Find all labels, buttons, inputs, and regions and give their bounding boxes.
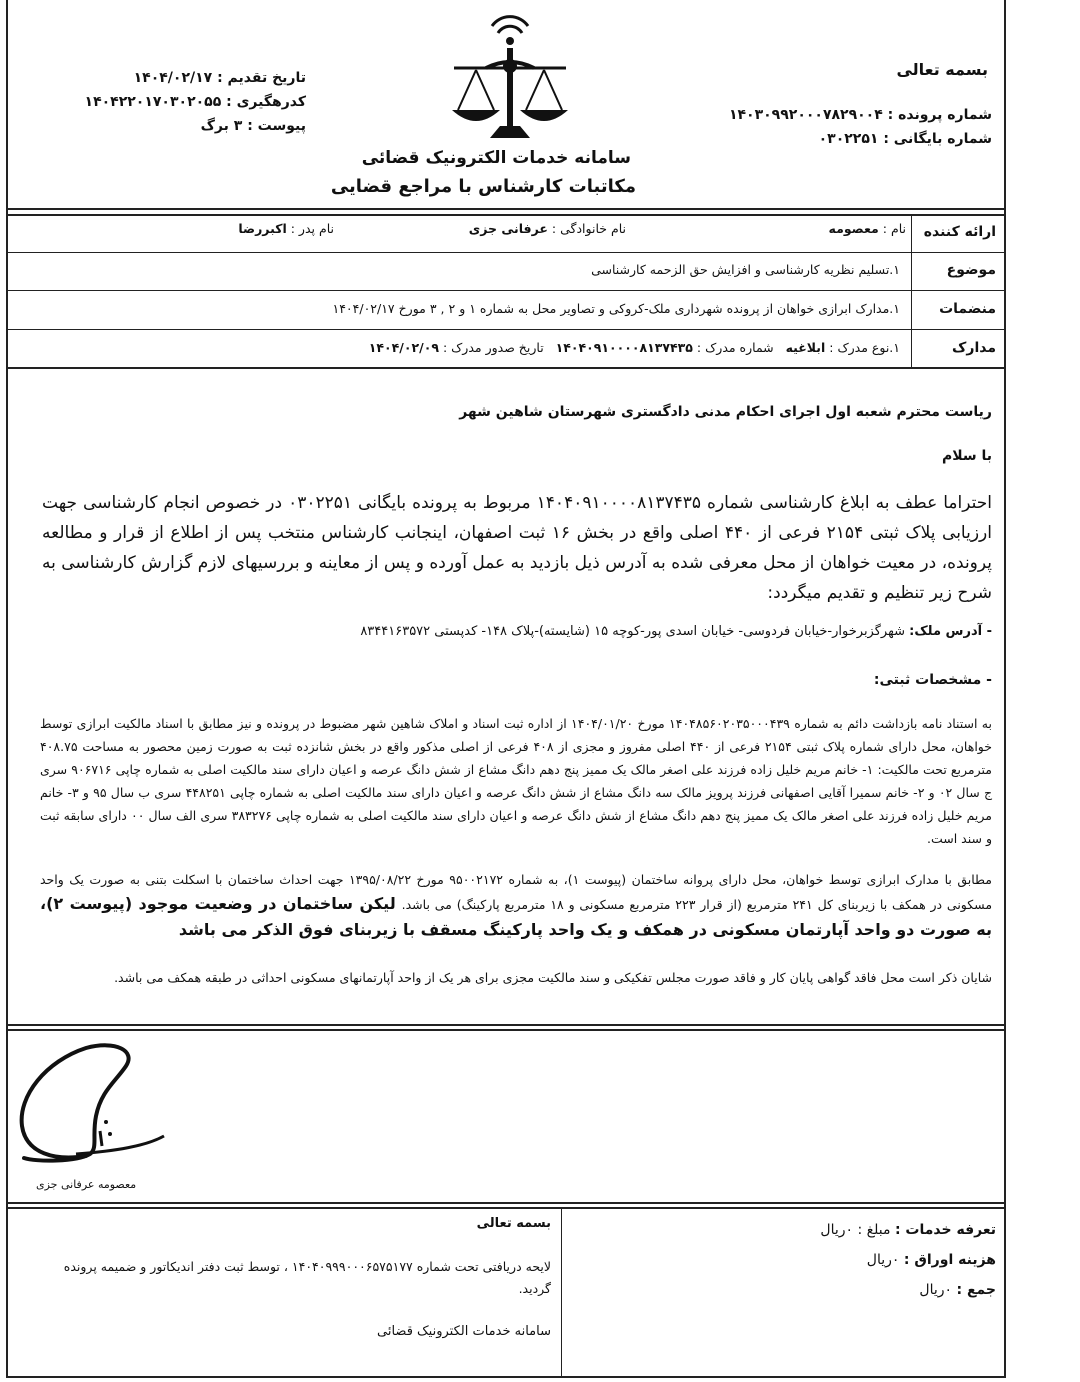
fee-amount: ۰ریال [820, 1222, 854, 1238]
footer-bismillah: بسمه تعالی [476, 1216, 551, 1231]
tracking-code-label: کدرهگیری : [226, 94, 306, 110]
label-column-rule [911, 214, 912, 369]
footer-top-rule [6, 1207, 1006, 1209]
registration-paragraph: به استناد نامه بازداشت دائم به شماره ۱۴۰۴۸۵۶۰۲۰۳۵۰۰۰۴۳۹ مورخ ۱۴۰۴/۰۱/۲۰ از اداره ثبت اسناد و املاک شاهین شهر مضبوط در پرونده و نیز مطابق با اسناد مالکیت ابرازی توسط خواهان، محل دارای شماره پلاک ثبتی ۲۱۵۴ فرعی از ۴۴۰ اصلی مفروز و مجزی از ۴۰۸ فرعی از اصلی مذکور واقع در بخش شانزده ثبت به صورت زمین محصور به مساحت ۴۰۸.۷۵ مترمربع تحت مالکیت: ۱- خانم مریم خلیل زاده فرزند علی اصغر مالک یک ممیز پنج دهم دانگ مشاع از شش دانگ عرصه و اعیان دارای سند مالکیت اصلی به شماره چاپی ۹۰۶۷۱۶ سری ج سال ۰۲ و ۲- خانم سمیرا آقایی اصفهانی فرزند پرویز مالک سه دانگ مشاع از شش دانگ عرصه و اعیان دارای سند مالکیت اصلی به شماره چاپی ۴۴۸۲۵۱ سری ب سال ۹۵ و ۳- خانم مریم خلیل زاده فرزند علی اصغر مالک یک ممیز پنج دهم دانگ مشاع از شش دانگ عرصه و اعیان دارای سند مالکیت اصلی به شماره چاپی ۳۸۳۲۷۶ سری الف سال ۰۰ دارای سابقه ثبت و سند است. [40, 716, 993, 846]
system-title: سامانه خدمات الکترونیک قضائی [361, 148, 631, 168]
documents-label: مدارک [952, 340, 996, 356]
document-page [6, 0, 1006, 1378]
permit-text-big: لیکن ساختمان در وضعیت موجود (پیوست ۲)، به صورت دو واحد آپارتمان مسکونی در همکف و یک واحد پارکینگ مسقف با زیربنای فوق الذکر می باشد [40, 894, 992, 939]
scales-of-justice-icon [446, 10, 574, 145]
case-number-line [729, 107, 992, 123]
frame-top-rule [6, 208, 1006, 210]
provider-name-field [829, 221, 906, 236]
addressee: ریاست محترم شعبه اول اجرای احکام مدنی دادگستری شهرستان شاهین شهر [459, 404, 992, 420]
doc-number-value: ۱۴۰۴۰۹۱۰۰۰۰۸۱۳۷۴۳۵ [555, 340, 693, 355]
attachment-label: پیوست : [247, 118, 306, 134]
address-label: - آدرس ملک: [909, 624, 992, 639]
row-rule-4 [6, 367, 1006, 369]
frame-left [6, 0, 8, 1378]
greeting: با سلام [941, 448, 992, 464]
footer-divider [561, 1207, 562, 1378]
permit-paragraph [40, 868, 992, 943]
doc-type-label: ۱.نوع مدرک : [829, 340, 900, 355]
name-label: نام : [882, 221, 906, 236]
tracking-code-line [85, 94, 306, 110]
total-line [919, 1282, 996, 1298]
provider-father-field [238, 221, 334, 236]
row-rule-3 [6, 329, 1006, 330]
intro-paragraph: احتراما عطف به ابلاغ کارشناسی شماره ۱۴۰۴۰۹۱۰۰۰۰۸۱۳۷۴۳۵ مربوط به پرونده بایگانی ۰۳۰۲۲۵۱ در خصوص انجام کارشناسی جهت ارزیابی پلاک ثبتی ۲۱۵۴ فرعی از ۴۴۰ اصلی واقع در بخش ۱۶ ثبت اصفهان، اینجانب کارشناس منتخب پس از اطلاع از قرار و مطالعه پرونده، در معیت خواهان از محل معرفی شده به آدرس ذیل بازدید به عمل آورده و پس از معاینه و بررسیهای لازم گزارش کارشناسی به شرح زیر تنظیم و تقدیم میگردد: [42, 493, 992, 603]
signature-bottom-rule [6, 1202, 1006, 1204]
father-value: اکبررضا [238, 221, 287, 236]
total-amount: ۰ریال [919, 1282, 953, 1298]
doc-type-value: ابلاغیه [785, 340, 826, 355]
archive-number-label: شماره بایگانی : [883, 131, 992, 147]
attachment-line [201, 118, 306, 134]
name-value: معصومه [828, 221, 879, 236]
documents-value [369, 340, 900, 355]
provider-label: ارائه کننده [923, 224, 996, 240]
case-number-value: ۱۴۰۳۰۹۹۲۰۰۰۷۸۲۹۰۰۴ [728, 107, 883, 123]
fee-label: تعرفه خدمات : [894, 1222, 996, 1238]
submit-date-line [134, 70, 306, 86]
provider-family-field [469, 221, 626, 236]
father-label: نام پدر : [290, 221, 334, 236]
attachment-value: ۳ برگ [200, 118, 243, 134]
attachments-value: ۱.مدارک ابرازی خواهان از پرونده شهرداری ملک-کروکی و تصاویر محل به شماره ۱ و ۲ , ۳ مورخ ۱۴۰۴/۰۲/۱۷ [332, 301, 900, 316]
subject-value: ۱.تسلیم نظریه کارشناسی و افزایش حق الزحمه کارشناسی [591, 262, 900, 277]
archive-number-value: ۰۳۰۲۲۵۱ [818, 131, 879, 147]
total-label: جمع : [956, 1282, 996, 1298]
subject-label: موضوع [946, 262, 996, 278]
row-rule-2 [6, 290, 1006, 291]
case-number-label: شماره پرونده : [887, 107, 992, 123]
address-line [360, 624, 992, 639]
doc-number-label: شماره مدرک : [696, 340, 774, 355]
handwritten-signature [16, 1036, 166, 1171]
registration-label: - مشخصات ثبتی: [873, 672, 992, 688]
note-paragraph: شایان ذکر است محل فاقد گواهی پایان کار و فاقد صورت مجلس تفکیکی و سند مالکیت مجزی برای هر یک از واحد آپارتمانهای مسکونی احداثی در طبقه همکف می باشد. [114, 970, 992, 985]
doc-date-label: تاریخ صدور مدرک : [442, 340, 544, 355]
signature-top-rule [6, 1029, 1006, 1031]
submit-date-value: ۱۴۰۴/۰۲/۱۷ [133, 70, 213, 86]
family-label: نام خانوادگی : [551, 221, 626, 236]
signer-name: معصومه عرفانی جزی [36, 1178, 137, 1191]
paper-cost-amount: ۰ریال [866, 1252, 900, 1268]
tracking-code-value: ۱۴۰۴۲۲۰۱۷۰۳۰۲۰۵۵ [84, 94, 222, 110]
archive-number-line [819, 131, 992, 147]
family-value: عرفانی جزی [468, 221, 548, 236]
frame-bottom-rule [6, 1376, 1006, 1378]
paper-cost-label: هزینه اوراق : [903, 1252, 996, 1268]
fee-line [820, 1222, 996, 1238]
header-bismillah: بسمه تعالی [896, 60, 988, 79]
attachments-label: منضمات [939, 301, 996, 317]
row-rule-1 [6, 252, 1006, 253]
system-subtitle: مکاتبات کارشناس با مراجع قضایی [330, 176, 636, 197]
permit-text-small: مطابق با مدارک ابرازی توسط خواهان، محل دارای پروانه ساختمان (پیوست ۱)، به شماره ۹۵۰۰۲۱۷۲ مورخ ۱۳۹۵/۰۸/۲۲ جهت احداث ساختمان با اسکلت بتنی به صورت یک واحد مسکونی در همکف با زیربنای کل ۲۴۱ مترمربع (از قرار ۲۲۳ مترمربع مسکونی و ۱۸ مترمربع پارکینگ) می باشد. [40, 872, 993, 912]
receipt-text: لایحه دریافتی تحت شماره ۱۴۰۴۰۹۹۹۰۰۰۶۵۷۵۱۷۷ ، توسط ثبت دفتر اندیکاتور و ضمیمه پرونده گردید. [63, 1259, 551, 1296]
fee-amount-label: مبلغ : [857, 1222, 891, 1238]
submit-date-label: تاریخ تقدیم : [217, 70, 306, 86]
body-bottom-rule [6, 1024, 1006, 1026]
footer-system-name: سامانه خدمات الکترونیک قضائی [377, 1324, 551, 1339]
paper-cost-line [867, 1252, 996, 1268]
table-top-rule [6, 214, 1006, 216]
doc-date-value: ۱۴۰۴/۰۲/۰۹ [368, 340, 439, 355]
address-value: شهرگزبرخوار-خیابان فردوسی- خیابان اسدی پور-کوچه ۱۵ (شایسته)-پلاک ۱۴۸- کدپستی ۸۳۴۴۱۶۳۵۷۲ [360, 624, 905, 639]
frame-right [1004, 0, 1006, 1378]
